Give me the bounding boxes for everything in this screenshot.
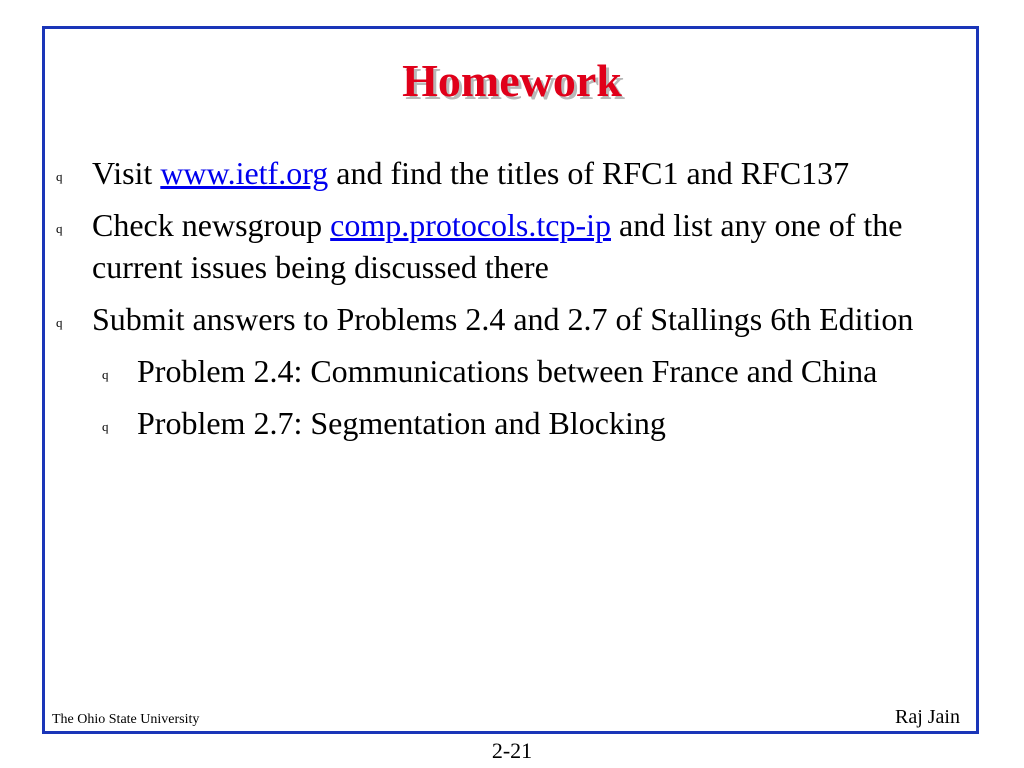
sub-bullet-item [52, 350, 962, 392]
sub-bullet-text: Problem 2.7: Segmentation and Blocking [137, 405, 666, 441]
bullet-text: and find the titles of RFC1 and RFC137 [328, 155, 850, 191]
bullet-marker-icon: q [102, 419, 109, 434]
newsgroup-link[interactable]: comp.protocols.tcp-ip [330, 207, 611, 243]
bullet-marker-icon: q [56, 315, 63, 330]
bullet-marker-icon: q [102, 367, 109, 382]
bullet-text: Visit [92, 155, 161, 191]
bullet-item [52, 204, 962, 288]
footer-institution: The Ohio State University [52, 712, 200, 727]
bullet-item [52, 298, 962, 340]
sub-bullet-item [52, 402, 962, 444]
bullet-list [52, 152, 962, 454]
sub-bullet-text: Problem 2.4: Communications between France and China [137, 353, 878, 389]
bullet-item [52, 152, 962, 194]
bullet-text: and list any one of the current issues being discussed there [92, 207, 903, 285]
bullet-marker-icon: q [56, 169, 63, 184]
page-number: 2-21 [491, 738, 533, 763]
slide-title: Homework [402, 55, 622, 106]
footer-author: Raj Jain [895, 706, 960, 728]
bullet-text: Check newsgroup [92, 207, 331, 243]
bullet-text: Submit answers to Problems 2.4 and 2.7 of Stallings 6th Edition [92, 301, 914, 337]
ietf-link[interactable]: www.ietf.org [160, 155, 329, 191]
bullet-marker-icon: q [56, 221, 63, 236]
